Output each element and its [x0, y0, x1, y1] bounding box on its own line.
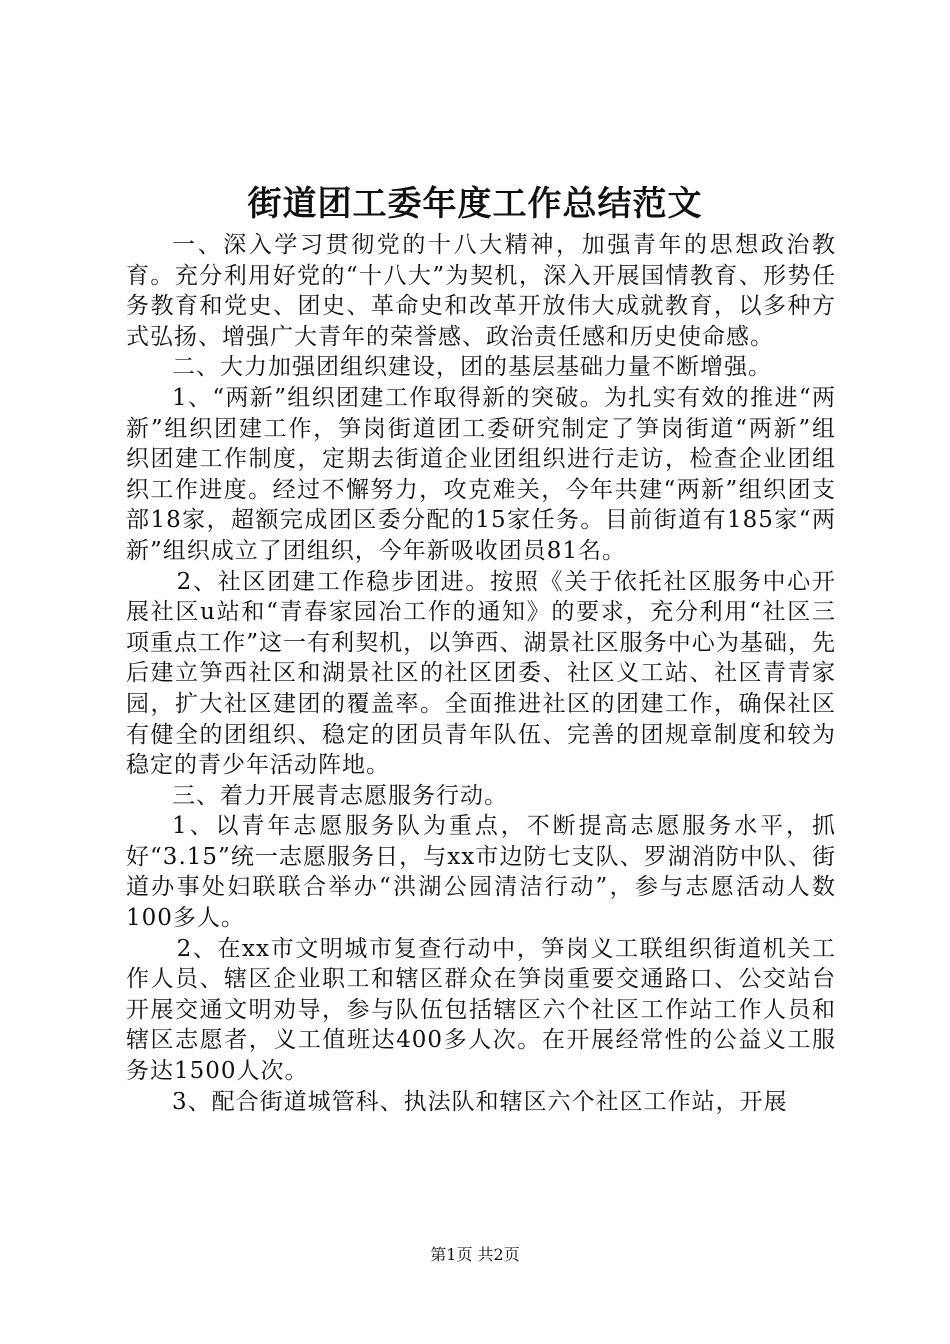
paragraph-item-3-3: 3、配合街道城管科、执法队和辖区六个社区工作站，开展 [172, 1088, 788, 1115]
document-title: 街道团工委年度工作总结范文 [247, 184, 703, 224]
paragraph-item-2-2: 2、社区团建工作稳步团进。按照《关于依托社区服务中心开展社区u站和“青春家园冶工作的通知》的要求，充分利用“社区三项重点工作”这一有利契机，以笋西、湖景社区服务中心为基础，先后建立笋西社区和湖景社区的社区团委、社区义工站、社区青青家园，扩大社区建团的覆盖率。全面推进社区的团建工作，确保社区有健全的团组织、稳定的团员青年队伍、完善的团规章制度和较为稳定的青少年活动阵地。 [126, 568, 836, 779]
document-body [126, 230, 836, 1117]
paragraph-section-3-heading: 三、着力开展青志愿服务行动。 [172, 782, 508, 809]
paragraph-item-3-2: 2、在xx市文明城市复查行动中，笋岗义工联组织街道机关工作人员、辖区企业职工和辖区群众在笋岗重要交通路口、公交站台开展交通文明劝导，参与队伍包括辖区六个社区工作站工作人员和辖区志愿者，义工值班达400多人次。在开展经常性的公益义工服务达1500人次。 [126, 935, 836, 1085]
paragraph-section-2-heading: 二、大力加强团组织建设，团的基层基础力量不断增强。 [172, 354, 772, 381]
paragraph-item-2-1: 1、“两新”组织团建工作取得新的突破。为扎实有效的推进“两新”组织团建工作，笋岗街道团工委研究制定了笋岗街道“两新”组织团建工作制度，定期去街道企业团组织进行走访，检查企业团组织工作进度。经过不懈努力，攻克难关，今年共建“两新”组织团支部18家，超额完成团区委分配的15家任务。目前街道有185家“两新”组织成立了团组织，今年新吸收团员81名。 [126, 384, 836, 564]
page-number-footer: 第1页 共2页 [430, 1245, 520, 1264]
paragraph-section-1: 一、深入学习贯彻党的十八大精神，加强青年的思想政治教育。充分利用好党的“十八大”为契机，深入开展国情教育、形势任务教育和党史、团史、革命史和改革开放伟大成就教育，以多种方式弘扬、增强广大青年的荣誉感、政治责任感和历史使命感。 [126, 232, 836, 350]
paragraph-item-3-1: 1、以青年志愿服务队为重点，不断提高志愿服务水平，抓好“3.15”统一志愿服务日，与xx市边防七支队、罗湖消防中队、街道办事处妇联联合举办“洪湖公园清洁行动”，参与志愿活动人数100多人。 [126, 813, 836, 932]
